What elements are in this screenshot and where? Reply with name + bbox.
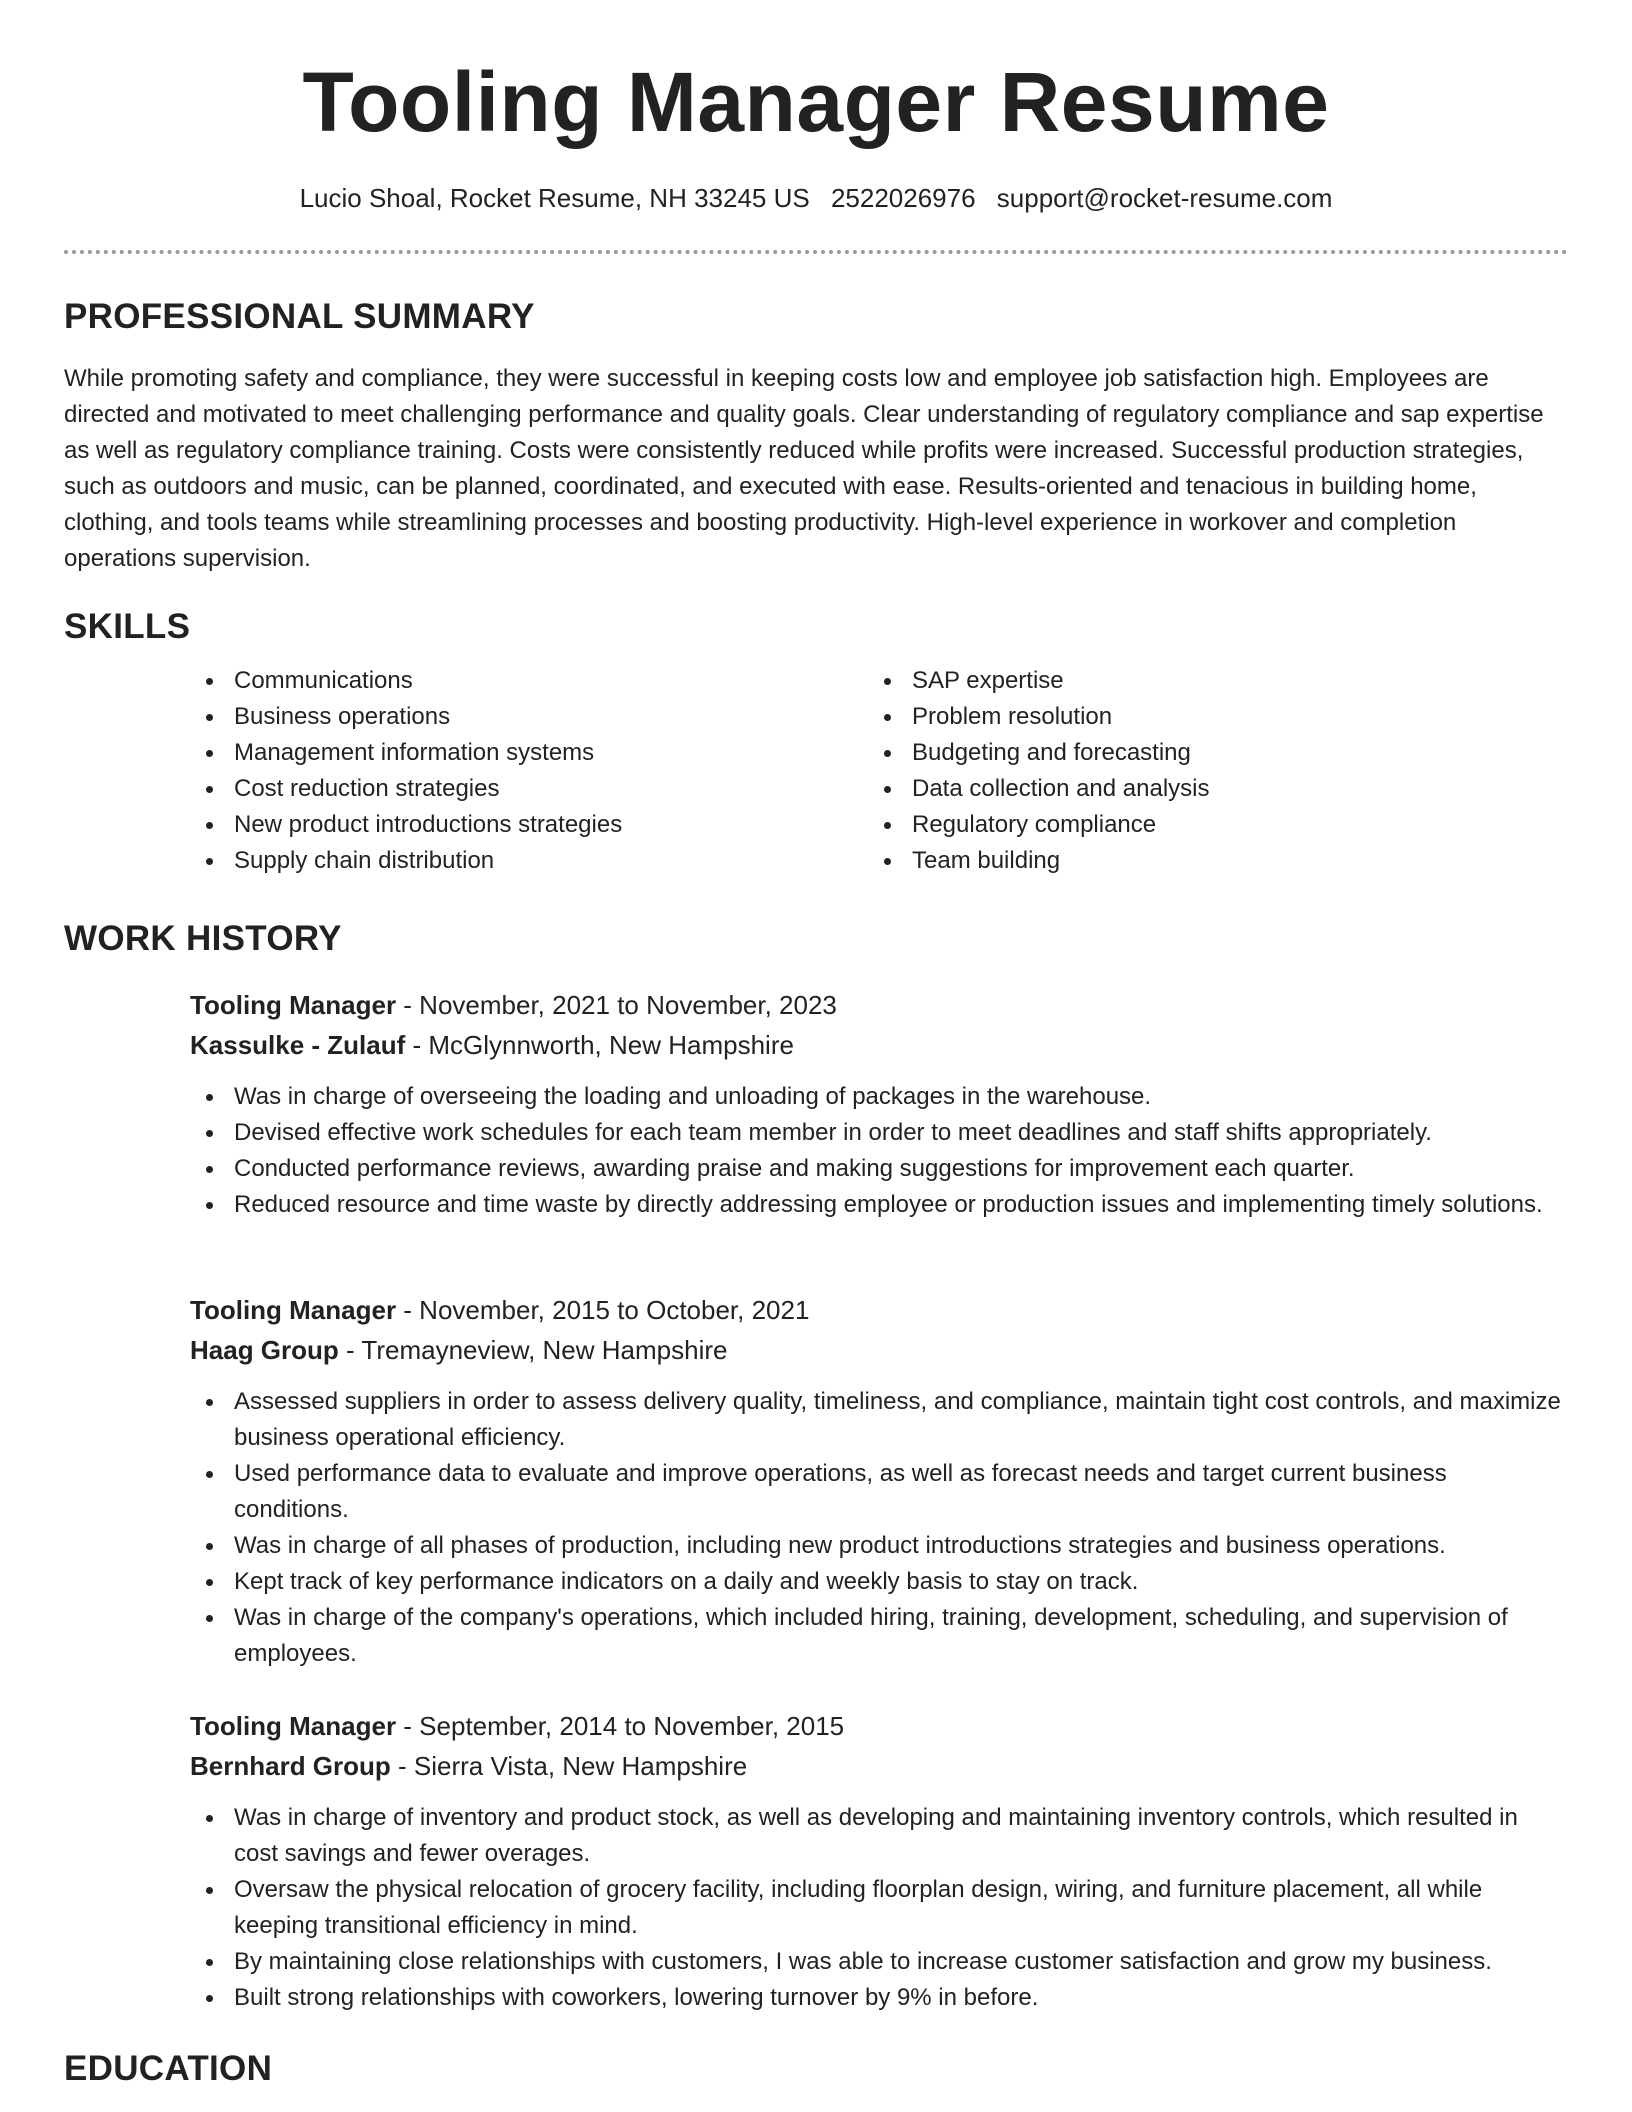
- job-location: - Sierra Vista, New Hampshire: [390, 1751, 748, 1781]
- skill-item: Management information systems: [190, 735, 868, 771]
- job-entry: [64, 985, 1568, 1223]
- job-entry: [64, 1290, 1568, 1672]
- summary-heading: PROFESSIONAL SUMMARY: [64, 297, 535, 336]
- job-bullet: Assessed suppliers in order to assess delivery quality, timeliness, and compliance, maintain tight cost controls, and maximize business operational efficiency.: [190, 1384, 1568, 1456]
- job-bullet: By maintaining close relationships with customers, I was able to increase customer satisfaction and grow my business.: [190, 1944, 1568, 1980]
- job-bullet: Was in charge of overseeing the loading and unloading of packages in the warehouse.: [190, 1079, 1568, 1115]
- job-title-line: [190, 1706, 1568, 1746]
- job-bullet: Was in charge of the company's operations, which included hiring, training, development, scheduling, and supervision of employees.: [190, 1600, 1568, 1672]
- skill-item: Regulatory compliance: [868, 807, 1546, 843]
- resume-title: Tooling Manager Resume: [302, 55, 1330, 149]
- skill-item: Data collection and analysis: [868, 771, 1546, 807]
- skill-item: Cost reduction strategies: [190, 771, 868, 807]
- job-bullets: [190, 1079, 1568, 1223]
- skill-item: New product introductions strategies: [190, 807, 868, 843]
- skill-item: Problem resolution: [868, 699, 1546, 735]
- job-dates: - September, 2014 to November, 2015: [396, 1711, 845, 1741]
- job-bullet: Kept track of key performance indicators on a daily and weekly basis to stay on track.: [190, 1564, 1568, 1600]
- job-bullets: [190, 1800, 1568, 2016]
- header-divider: [64, 250, 1568, 254]
- skill-item: SAP expertise: [868, 663, 1546, 699]
- job-company: Haag Group: [190, 1335, 339, 1365]
- skills-heading: SKILLS: [64, 607, 191, 646]
- job-company-line: [190, 1330, 1568, 1370]
- skill-item: Team building: [868, 843, 1546, 879]
- job-dates: - November, 2015 to October, 2021: [396, 1295, 810, 1325]
- education-section: [64, 2047, 1568, 2091]
- job-bullet: Conducted performance reviews, awarding praise and making suggestions for improvement each quarter.: [190, 1151, 1568, 1187]
- job-company-line: [190, 1746, 1568, 1786]
- contact-email: support@rocket-resume.com: [996, 183, 1333, 213]
- job-bullet: Used performance data to evaluate and improve operations, as well as forecast needs and target current business conditions.: [190, 1456, 1568, 1528]
- job-bullet: Devised effective work schedules for each team member in order to meet deadlines and staff shifts appropriately.: [190, 1115, 1568, 1151]
- skills-column-right: [868, 663, 1546, 879]
- skill-item: Budgeting and forecasting: [868, 735, 1546, 771]
- job-bullet: Reduced resource and time waste by directly addressing employee or production issues and implementing timely solutions.: [190, 1187, 1568, 1223]
- job-entry: [64, 1706, 1568, 2016]
- job-location: - Tremayneview, New Hampshire: [338, 1335, 728, 1365]
- job-title-line: [190, 1290, 1568, 1330]
- job-bullet: Oversaw the physical relocation of grocery facility, including floorplan design, wiring, and furniture placement, all while keeping transitional efficiency in mind.: [190, 1872, 1568, 1944]
- skill-item: Supply chain distribution: [190, 843, 868, 879]
- job-bullet: Built strong relationships with coworkers, lowering turnover by 9% in before.: [190, 1980, 1568, 2016]
- contact-line: [0, 182, 1632, 214]
- job-title: Tooling Manager: [190, 1711, 397, 1741]
- summary-text: While promoting safety and compliance, they were successful in keeping costs low and employee job satisfaction high. Employees are directed and motivated to meet challenging performance and quality goals. Clear understanding of regulatory compliance and sap expertise as well as regulatory compliance training. Costs were consistently reduced while profits were increased. Successful production strategies, such as outdoors and music, can be planned, coordinated, and executed with ease. Results-oriented and tenacious in building home, clothing, and tools teams while streamlining processes and boosting productivity. High-level experience in workover and completion operations supervision.: [64, 365, 1544, 572]
- work-history-heading: WORK HISTORY: [64, 919, 342, 958]
- skill-item: Communications: [190, 663, 868, 699]
- education-heading: EDUCATION: [64, 2049, 273, 2088]
- contact-address: Lucio Shoal, Rocket Resume, NH 33245 US: [299, 183, 810, 213]
- skills-section: [64, 605, 1568, 879]
- job-location: - McGlynnworth, New Hampshire: [405, 1030, 794, 1060]
- skill-item: Business operations: [190, 699, 868, 735]
- job-title-line: [190, 985, 1568, 1025]
- job-company: Kassulke - Zulauf: [190, 1030, 406, 1060]
- job-title: Tooling Manager: [190, 990, 397, 1020]
- skills-grid: [190, 663, 1568, 879]
- job-bullets: [190, 1384, 1568, 1672]
- job-bullet: Was in charge of inventory and product stock, as well as developing and maintaining inventory controls, which resulted in cost savings and fewer overages.: [190, 1800, 1568, 1872]
- contact-phone: 2522026976: [830, 183, 976, 213]
- job-title: Tooling Manager: [190, 1295, 397, 1325]
- summary-section: [64, 295, 1568, 577]
- job-company-line: [190, 1025, 1568, 1065]
- job-company: Bernhard Group: [190, 1751, 391, 1781]
- skills-column-left: [190, 663, 868, 879]
- job-bullet: Was in charge of all phases of production, including new product introductions strategies and business operations.: [190, 1528, 1568, 1564]
- job-dates: - November, 2021 to November, 2023: [396, 990, 837, 1020]
- work-history-section: [64, 917, 1568, 961]
